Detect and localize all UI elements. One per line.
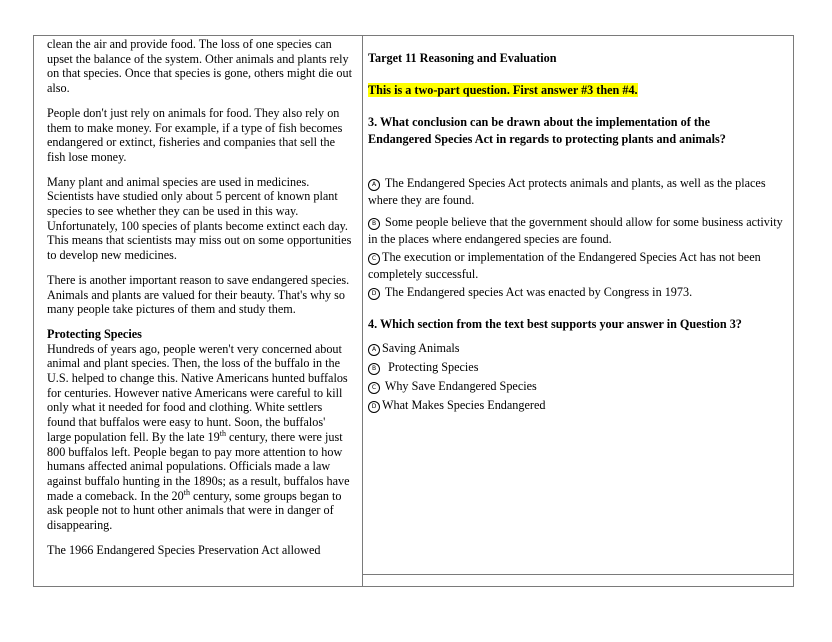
passage-paragraph-2: People don't just rely on animals for food. They also rely on them to make money. For example, if a type of fish becomes endangered or extinct, fisheries and companies that sell the fish lose money. [47, 105, 343, 164]
q3-option-c[interactable] [368, 249, 783, 283]
superscript-th: th [183, 487, 190, 497]
option-text: What Makes Species Endangered [382, 398, 546, 412]
passage-paragraph-5b: century, there were just 800 buffalos left. People began to pay more attention to how humans affected animal populations. Officials made a law against buffalo hunting in the 1890s; as a result, buffalos have made a comeback. In the 20 [47, 429, 350, 503]
q3-option-d[interactable] [368, 284, 783, 301]
passage-paragraph-6: The 1966 Endangered Species Preservation Act allowed [47, 542, 321, 557]
instruction-highlight: This is a two-part question. First answer #3 then #4. [368, 83, 638, 97]
option-text: Saving Animals [382, 341, 460, 355]
option-text: Some people believe that the government should allow for some business activity in the places where endangered species are found. [368, 215, 783, 246]
q3-option-b[interactable] [368, 214, 783, 248]
option-text: Protecting Species [388, 360, 479, 374]
option-text: The Endangered Species Act protects animals and plants, as well as the places where they are found. [368, 176, 766, 207]
q4-option-a[interactable] [368, 340, 783, 357]
option-a-circle-icon[interactable]: A [368, 179, 380, 191]
q3-option-a[interactable] [368, 175, 783, 209]
option-text: The Endangered species Act was enacted by Congress in 1973. [384, 285, 693, 299]
option-d-circle-icon[interactable]: D [368, 288, 380, 300]
row-divider [363, 574, 794, 575]
option-b-circle-icon[interactable]: B [368, 363, 380, 375]
question-4: 4. Which section from the text best supports your answer in Question 3? [368, 317, 742, 331]
passage-paragraph-1: clean the air and provide food. The loss of one species can upset the balance of the system. Other animals and plants rely on that species. Once that species is gone, others might die out also. [47, 37, 352, 96]
option-c-circle-icon[interactable]: C [368, 253, 380, 265]
passage-paragraph-5a: Hundreds of years ago, people weren't very concerned about animal and plant species. Then, the loss of the buffalo in the U.S. helped to change this. Native Americans hunted buffalos for centuries. However native Americans were careful to kill only what it needed for food and clothing. White settlers found that buffalos were easy to hunt. Soon, the buffalos' large population fell. By the late 19 [47, 341, 348, 444]
passage-paragraph-4: There is another important reason to save endangered species. Animals and plants are valued for their beauty. That's why so many people take pictures of them and study them. [47, 272, 350, 317]
target-heading: Target 11 Reasoning and Evaluation [368, 51, 557, 65]
q4-option-c[interactable] [368, 378, 783, 395]
option-d-circle-icon[interactable]: D [368, 401, 380, 413]
question-panel [368, 50, 783, 414]
protecting-species-section [47, 327, 352, 533]
passage-paragraph-5c: century, some groups began to ask people not to hunt other animals that were in danger of disappearing. [47, 488, 342, 533]
option-text: Why Save Endangered Species [384, 379, 537, 393]
column-divider [362, 35, 363, 587]
reading-passage [47, 37, 352, 568]
section-heading: Protecting Species [47, 326, 142, 341]
q4-option-b[interactable] [368, 359, 783, 376]
option-text: The execution or implementation of the Endangered Species Act has not been completely successful. [368, 250, 761, 281]
question-3: 3. What conclusion can be drawn about the implementation of the Endangered Species Act in regards to protecting plants and animals? [368, 115, 726, 146]
q4-option-d[interactable] [368, 397, 783, 414]
option-b-circle-icon[interactable]: B [368, 218, 380, 230]
option-a-circle-icon[interactable]: A [368, 344, 380, 356]
superscript-th: th [219, 428, 226, 438]
option-c-circle-icon[interactable]: C [368, 382, 380, 394]
passage-paragraph-3: Many plant and animal species are used in medicines. Scientists have studied only about 5 percent of known plant species to see whether they can be used in this way. Unfortunately, 100 species of plants become extinct each day. This means that scientists may miss out on some opportunities to develop new medicines. [47, 174, 352, 263]
